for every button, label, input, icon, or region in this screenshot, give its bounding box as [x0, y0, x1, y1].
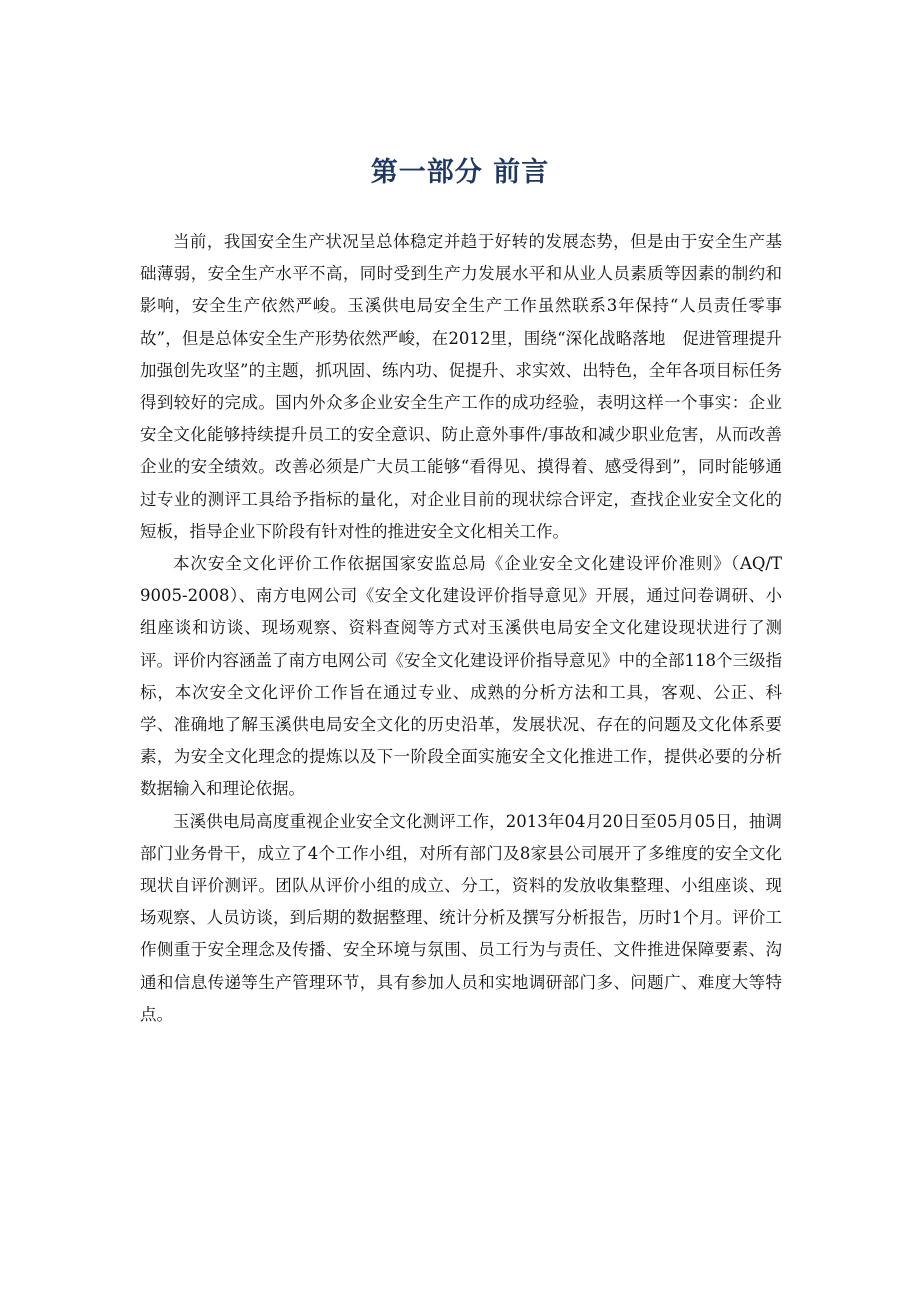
page-title: 第一部分 前言 [370, 157, 550, 188]
paragraph-3: 玉溪供电局高度重视企业安全文化测评工作，2013年04月20日至05月05日，抽调部门业务骨干，成立了4个工作小组，对所有部门及8家县公司展开了多维度的安全文化现状自评价测评。团队从评价小组的成立、分工，资料的发放收集整理、小组座谈、现场观察、人员访谈，到后期的数据整理、统计分析及撰写分析报告，历时1个月。评价工作侧重于安全理念及传播、安全环境与氛围、员工行为与责任、文件推进保障要素、沟通和信息传递等生产管理环节，具有参加人员和实地调研部门多、问题广、难度大等特点。 [140, 811, 782, 1024]
paragraph-1: 当前，我国安全生产状况呈总体稳定并趋于好转的发展态势，但是由于安全生产基础薄弱，安全生产水平不高，同时受到生产力发展水平和从业人员素质等因素的制约和影响，安全生产依然严峻。玉溪供电局安全生产工作虽然联系3年保持“人员责任零事故”，但是总体安全生产形势依然严峻，在2012里，围绕“深化战略落地 促进管理提升 加强创先攻坚”的主题，抓巩固、练内功、促提升、求实效、出特色，全年各项目标任务得到较好的完成。国内外众多企业安全生产工作的成功经验，表明这样一个事实：企业安全文化能够持续提升员工的安全意识、防止意外事件/事故和减少职业危害，从而改善企业的安全绩效。改善必须是广大员工能够“看得见、摸得着、感受得到”，同时能够通过专业的测评工具给予指标的量化，对企业目前的现状综合评定，查找企业安全文化的短板，指导企业下阶段有针对性的推进安全文化相关工作。 [140, 232, 815, 541]
body-text [140, 226, 815, 1031]
paragraph-2: 本次安全文化评价工作依据国家安监总局《企业安全文化建设评价准则》（AQ/T 9005-2008）、南方电网公司《安全文化建设评价指导意见》开展，通过问卷调研、小组座谈和访谈、现场观察、资料查阅等方式对玉溪供电局安全文化建设现状进行了测评。评价内容涵盖了南方电网公司《安全文化建设评价指导意见》中的全部118个三级指标，本次安全文化评价工作旨在通过专业、成熟的分析方法和工具，客观、公正、科学、准确地了解玉溪供电局安全文化的历史沿革，发展状况、存在的问题及文化体系要素，为安全文化理念的提炼以及下一阶段全面实施安全文化推进工作，提供必要的分析数据输入和理论依据。 [140, 554, 782, 799]
